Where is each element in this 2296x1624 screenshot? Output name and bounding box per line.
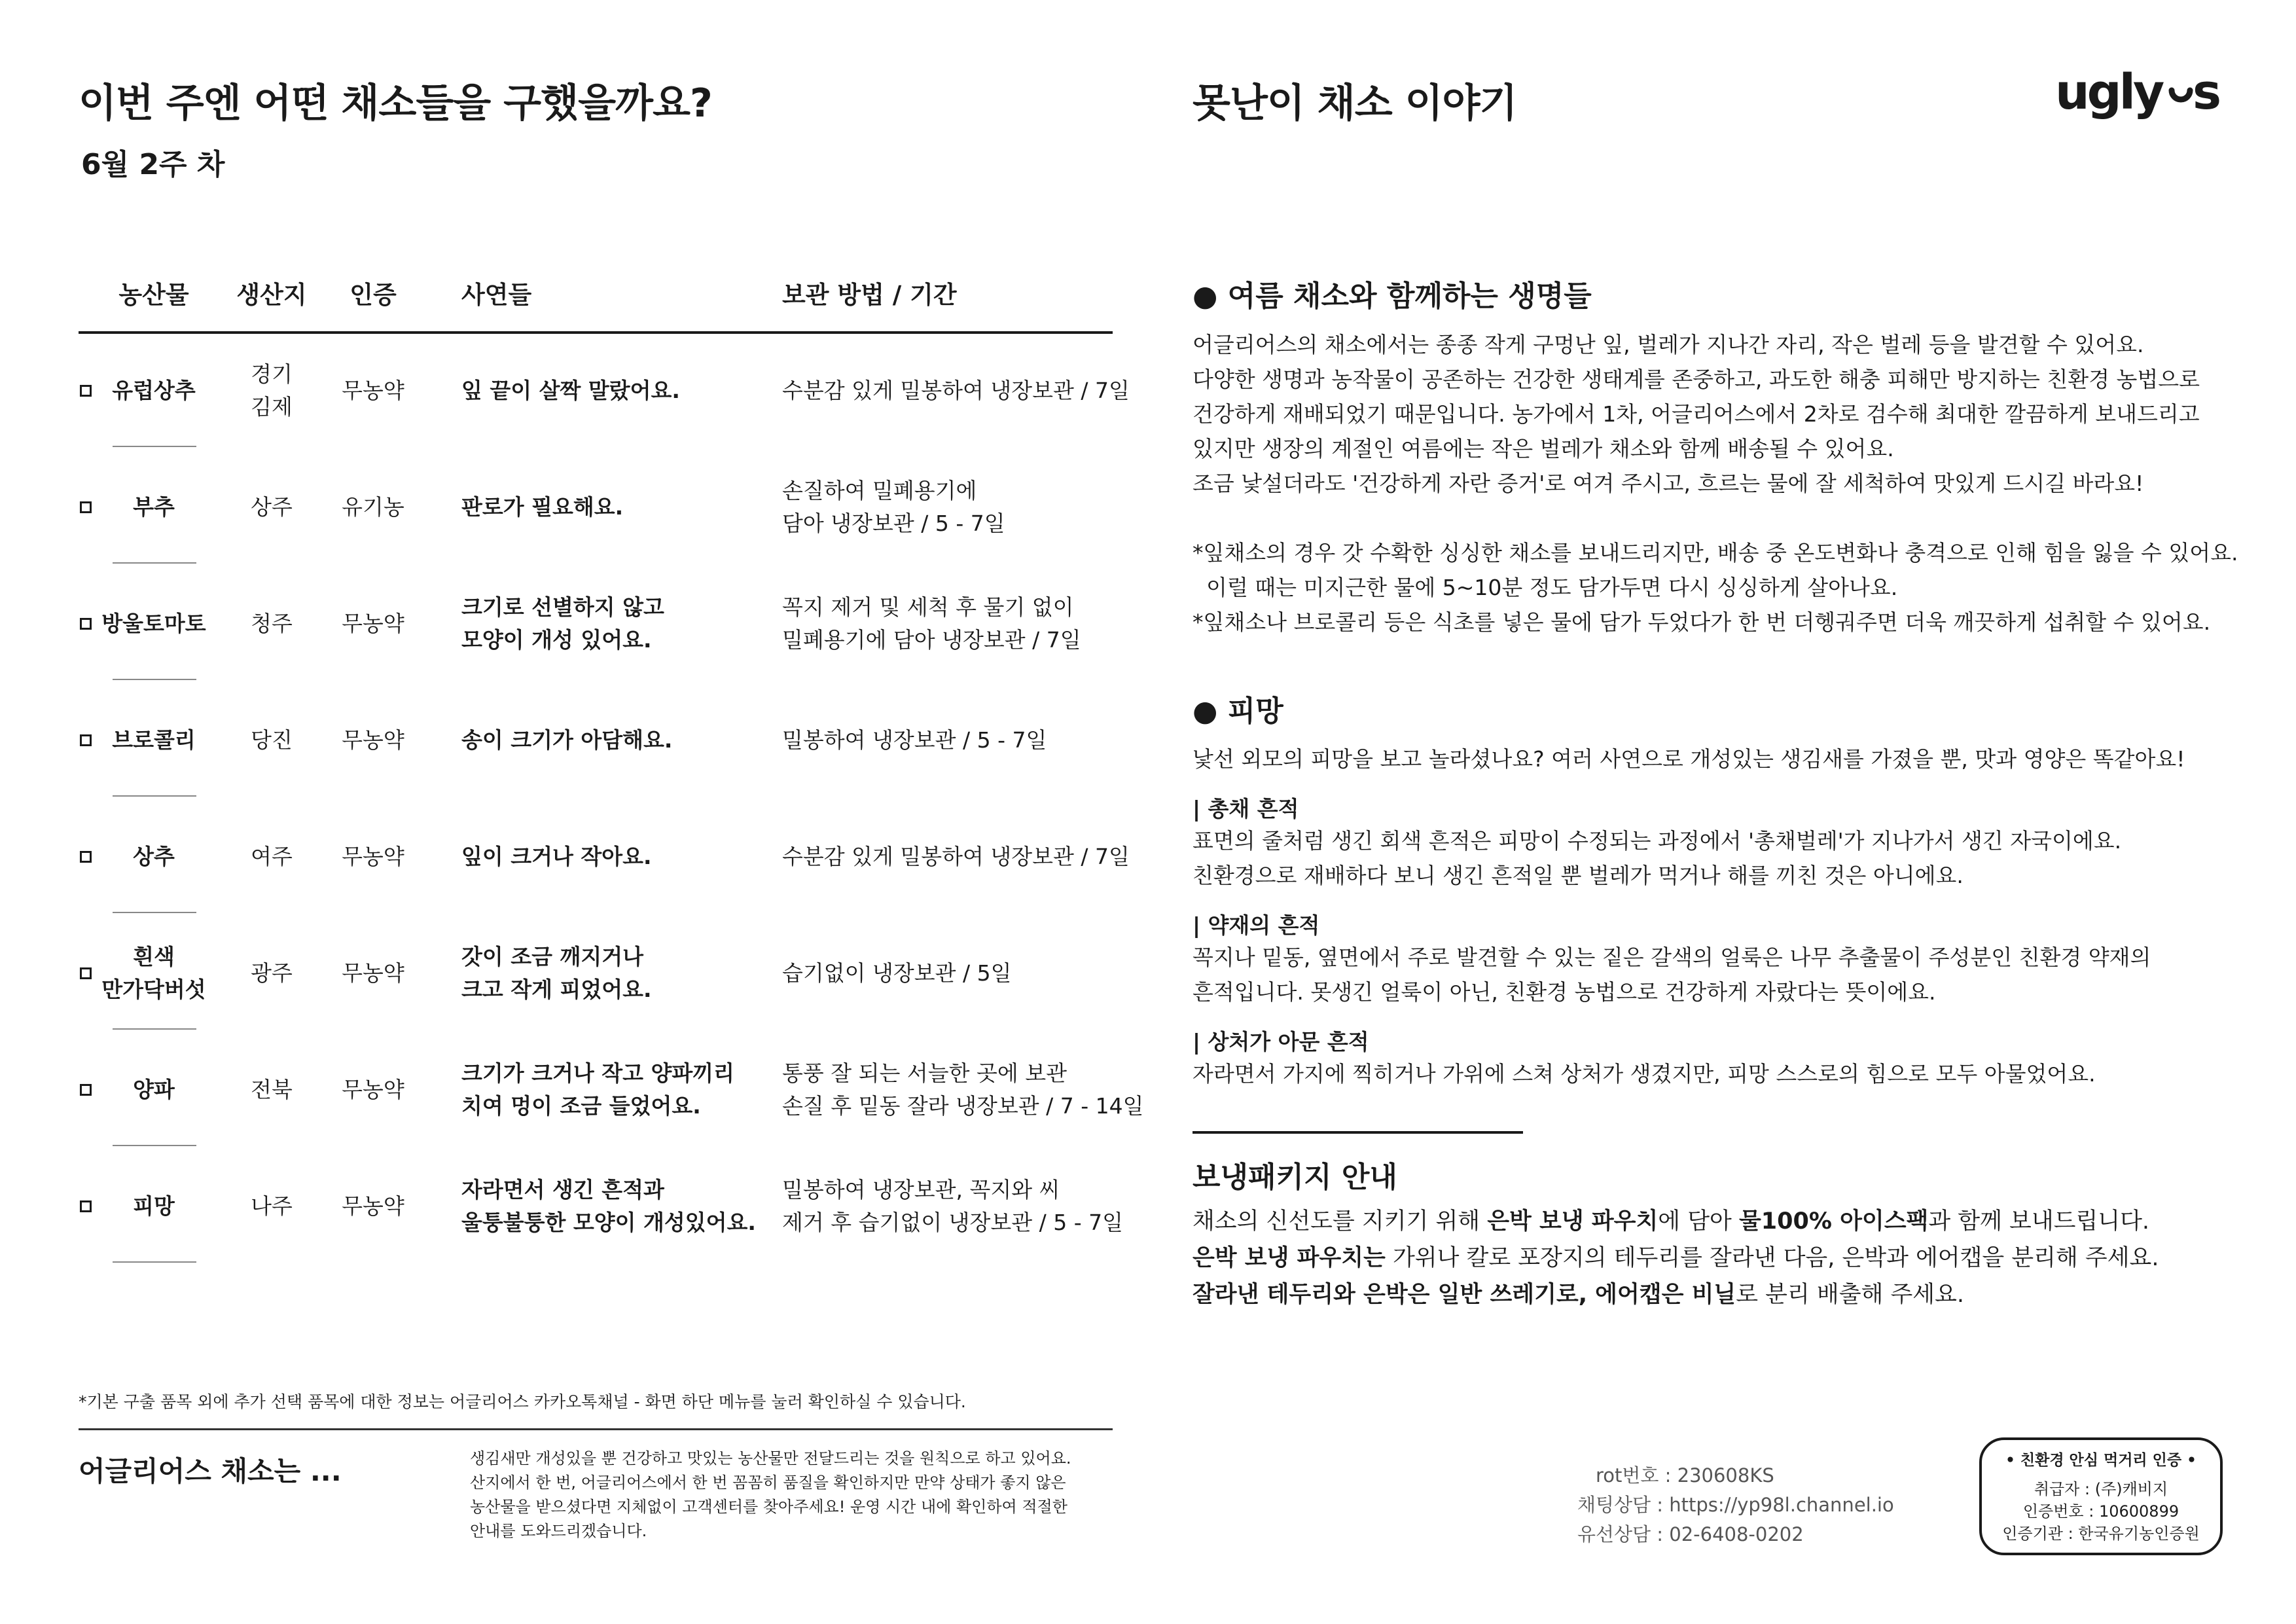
storage-method-line: 밀폐용기에 담아 냉장보관 / 7일 — [782, 627, 1081, 653]
about-line: 안내를 도와드리겠습니다. — [470, 1522, 647, 1540]
pepper-item-body — [1193, 1056, 2096, 1091]
week-label: 6월 2주 차 — [81, 148, 225, 181]
story — [461, 1174, 756, 1239]
story-line: 잎 끝이 살짝 말랐어요. — [461, 378, 680, 403]
storage-method-line: 꼭지 제거 및 세척 후 물기 없이 — [782, 594, 1074, 620]
body-line: 다양한 생명과 농작물이 공존하는 건강한 생태계를 존중하고, 과도한 해충 피해만 방지하는 친환경 농법으로 — [1193, 367, 2200, 392]
row-divider — [113, 912, 196, 913]
produce-name-line: 만가닥버섯 — [101, 977, 206, 1002]
heading-text: 피망 — [1227, 695, 1283, 728]
certification: 무농약 — [342, 727, 404, 753]
row-divider — [113, 795, 196, 797]
package-text-segment: 로 분리 배출해 주세요. — [1736, 1282, 1965, 1308]
storage-method — [782, 475, 1005, 540]
pepper-item-title: | 약재의 흔적 — [1193, 912, 1320, 938]
about-line: 농산물을 받으셨다면 지체없이 고객센터를 찾아주세요! 운영 시간 내에 확인하여 적절한 — [470, 1498, 1067, 1516]
note-line: 이럴 때는 미지근한 물에 5~10분 정도 담가두면 다시 싱싱하게 살아나요. — [1193, 575, 1898, 600]
checkbox-icon[interactable] — [80, 1084, 92, 1096]
produce-name — [98, 607, 209, 640]
table-header-rule — [79, 331, 1113, 334]
package-line — [1193, 1203, 2159, 1240]
produce-name — [98, 724, 209, 757]
about-text — [470, 1447, 1071, 1543]
story-line: 모양이 개성 있어요. — [461, 627, 652, 653]
story — [461, 941, 652, 1006]
note-line: *잎채소나 브로콜리 등은 식초를 넣은 물에 담가 두었다가 한 번 더헹궈주면 더욱 깨끗하게 섭취할 수 있어요. — [1193, 609, 2211, 635]
package-text-segment: 가위나 칼로 포장지의 테두리를 잘라낸 다음, 은박과 에어캡을 분리해 주세요. — [1385, 1245, 2159, 1271]
pepper-item-body — [1193, 940, 2151, 1009]
bullet-icon: ● — [1193, 695, 1228, 728]
origin — [229, 358, 314, 424]
package-text-segment: 에 담아 — [1658, 1208, 1739, 1235]
pepper-intro: 낯선 외모의 피망을 보고 놀라셨나요? 여러 사연으로 개성있는 생김새를 가졌을 뿐, 맛과 영양은 똑같아요! — [1193, 746, 2185, 772]
story-line: 울퉁불퉁한 모양이 개성있어요. — [461, 1210, 756, 1235]
storage-method-line: 손질 후 밑동 잘라 냉장보관 / 7 - 14일 — [782, 1093, 1144, 1119]
lot-number: rot번호 : 230608KS — [1596, 1464, 1774, 1487]
body-line: 조금 낯설더라도 '건강하게 자란 증거'로 여겨 주시고, 흐르는 물에 잘 세척하여 맛있게 드시길 바라요! — [1193, 471, 2144, 496]
origin — [229, 1190, 314, 1223]
package-text-segment: 채소의 신선도를 지키기 위해 — [1193, 1208, 1488, 1235]
storage-method-line: 밀봉하여 냉장보관, 꼭지와 씨 — [782, 1177, 1060, 1202]
produce-name — [98, 1074, 209, 1106]
story-title: 못난이 채소 이야기 — [1193, 81, 1517, 126]
story — [461, 591, 664, 657]
storage-method-line: 제거 후 습기없이 냉장보관 / 5 - 7일 — [782, 1210, 1123, 1235]
storage-method — [782, 1057, 1143, 1123]
footnote: *기본 구출 품목 외에 추가 선택 품목에 대한 정보는 어글리어스 카카오톡채널 - 화면 하단 메뉴를 눌러 확인하실 수 있습니다. — [79, 1392, 966, 1411]
stamp-title-text: 친환경 안심 먹거리 인증 — [2020, 1452, 2182, 1469]
stamp-line: 인증번호 : 10600899 — [2022, 1502, 2179, 1521]
storage-method-line: 통풍 잘 되는 서늘한 곳에 보관 — [782, 1060, 1067, 1086]
storage-method — [782, 591, 1081, 657]
heading-text: 여름 채소와 함께하는 생명들 — [1227, 280, 1592, 313]
story-line: 갓이 조금 깨지거나 — [461, 944, 644, 969]
header-produce: 농산물 — [118, 281, 189, 309]
checkbox-icon[interactable] — [80, 501, 92, 513]
stamp-title: • 친환경 안심 먹거리 인증 • — [2005, 1452, 2197, 1469]
about-line: 생김새만 개성있을 뿐 건강하고 맛있는 농산물만 전달드리는 것을 원칙으로 하고 있어요. — [470, 1449, 1071, 1468]
story-line: 크기가 크거나 작고 양파끼리 — [461, 1060, 735, 1086]
row-divider — [113, 446, 196, 447]
section-pepper-heading — [1193, 687, 1283, 729]
header-story: 사연들 — [461, 281, 532, 309]
origin-line: 경기 — [251, 361, 293, 387]
storage-method — [782, 840, 1130, 873]
storage-method-line: 습기없이 냉장보관 / 5일 — [782, 960, 1012, 986]
storage-method-line: 손질하여 밀폐용기에 — [782, 478, 977, 503]
origin-line: 김제 — [251, 394, 293, 420]
svg-text:s: s — [2193, 64, 2222, 120]
produce-name-line: 양파 — [133, 1077, 175, 1102]
section-summer-body — [1193, 327, 2238, 640]
pepper-item-body — [1193, 823, 2121, 893]
origin — [229, 1074, 314, 1106]
svg-text:ugly: ugly — [2055, 64, 2162, 120]
certification: 무농약 — [342, 378, 404, 403]
header-storage: 보관 방법 / 기간 — [782, 281, 957, 309]
package-text-segment: 은박 보냉 파우치 — [1487, 1208, 1659, 1235]
origin — [229, 491, 314, 524]
checkbox-icon[interactable] — [80, 851, 92, 863]
checkbox-icon[interactable] — [80, 1200, 92, 1212]
row-divider — [113, 1028, 196, 1030]
checkbox-icon[interactable] — [80, 967, 92, 979]
package-text-segment: 은박 보냉 파우치는 — [1193, 1245, 1386, 1271]
certification: 무농약 — [342, 1193, 404, 1219]
produce-name — [98, 941, 209, 1006]
stamp-line: 인증기관 : 한국유기농인증원 — [2002, 1525, 2200, 1543]
produce-name — [98, 374, 209, 407]
certification: 무농약 — [342, 1077, 404, 1102]
story — [461, 1057, 734, 1123]
row-divider — [113, 1145, 196, 1146]
certification: 무농약 — [342, 960, 404, 986]
package-body — [1193, 1203, 2159, 1313]
footer-rule — [79, 1428, 1113, 1430]
ugly-us-logo — [2055, 64, 2232, 123]
about-title: 어글리어스 채소는 ... — [79, 1455, 342, 1487]
story-line: 송이 크기가 아담해요. — [461, 727, 673, 753]
storage-method-line: 수분감 있게 밀봉하여 냉장보관 / 7일 — [782, 378, 1130, 403]
origin — [229, 957, 314, 990]
checkbox-icon[interactable] — [80, 618, 92, 630]
storage-method-line: 밀봉하여 냉장보관 / 5 - 7일 — [782, 727, 1047, 753]
origin-line: 전북 — [251, 1077, 293, 1102]
story-line: 판로가 필요해요. — [461, 494, 624, 520]
produce-name — [98, 1190, 209, 1223]
header-origin: 생산지 — [236, 281, 307, 309]
origin-line: 여주 — [251, 844, 293, 869]
body-line: 자라면서 가지에 찍히거나 가위에 스쳐 상처가 생겼지만, 피망 스스로의 힘으로 모두 아물었어요. — [1193, 1061, 2096, 1087]
produce-name-line: 흰색 — [133, 944, 175, 969]
origin-line: 상주 — [251, 494, 293, 520]
body-line: 어글리어스의 채소에서는 종종 작게 구멍난 잎, 벌레가 지나간 자리, 작은 벌레 등을 발견할 수 있어요. — [1193, 332, 2144, 357]
story — [461, 491, 623, 524]
body-line: 친환경으로 재배하다 보니 생긴 흔적일 뿐 벌레가 먹거나 해를 끼친 것은 아니에요. — [1193, 863, 1964, 888]
package-line — [1193, 1276, 2159, 1313]
origin — [229, 840, 314, 873]
stamp-line: 취급자 : (주)캐비지 — [2034, 1480, 2168, 1498]
section-summer-heading — [1193, 272, 1592, 314]
storage-method-line: 담아 냉장보관 / 5 - 7일 — [782, 511, 1005, 536]
stamp-body — [1982, 1478, 2220, 1545]
chat-support: 채팅상담 : https://yp98l.channel.io — [1577, 1494, 1894, 1516]
certification: 유기농 — [342, 494, 404, 520]
story-line: 크기로 선별하지 않고 — [461, 594, 664, 620]
header-cert: 인증 — [350, 281, 397, 309]
phone-support: 유선상담 : 02-6408-0202 — [1577, 1523, 1804, 1545]
produce-name-line: 피망 — [133, 1193, 175, 1219]
contact-info — [1577, 1461, 1894, 1549]
certification: 무농약 — [342, 611, 404, 636]
story-line: 크고 작게 피었어요. — [461, 977, 652, 1002]
story-line: 자라면서 생긴 흔적과 — [461, 1177, 664, 1202]
story — [461, 724, 672, 757]
produce-name-line: 유럽상추 — [112, 378, 196, 403]
package-text-segment: 과 함께 보내드립니다. — [1928, 1208, 2150, 1235]
produce-name-line: 상추 — [133, 844, 175, 869]
origin — [229, 607, 314, 640]
origin-line: 당진 — [251, 727, 293, 753]
checkbox-icon[interactable] — [80, 385, 92, 397]
pepper-item-title: | 총채 흔적 — [1193, 796, 1299, 821]
produce-name-line: 브로콜리 — [112, 727, 196, 753]
produce-name-line: 부추 — [133, 494, 175, 520]
story-line: 치여 멍이 조금 들었어요. — [461, 1093, 701, 1119]
row-divider — [113, 1261, 196, 1263]
package-line — [1193, 1240, 2159, 1276]
page-title: 이번 주엔 어떤 채소들을 구했을까요? — [79, 81, 712, 126]
bullet-icon: ● — [1193, 280, 1228, 313]
origin — [229, 724, 314, 757]
checkbox-icon[interactable] — [80, 734, 92, 746]
body-line: 건강하게 재배되었기 때문입니다. 농가에서 1차, 어글리어스에서 2차로 검수해 최대한 깔끔하게 보내드리고 — [1193, 401, 2200, 427]
origin-line: 청주 — [251, 611, 293, 636]
eco-certification-stamp — [1979, 1437, 2223, 1555]
row-divider — [113, 679, 196, 680]
body-line: 흔적입니다. 못생긴 얼룩이 아닌, 친환경 농법으로 건강하게 자랐다는 뜻이에요. — [1193, 979, 1936, 1005]
package-heading: 보냉패키지 안내 — [1193, 1161, 1397, 1194]
storage-method — [782, 374, 1130, 407]
story — [461, 840, 652, 873]
package-text-segment: 물100% 아이스팩 — [1738, 1208, 1929, 1235]
body-line: 꼭지나 밑동, 옆면에서 주로 발견할 수 있는 짙은 갈색의 얼룩은 나무 추출물이 주성분인 친환경 약재의 — [1193, 945, 2151, 970]
produce-name — [98, 840, 209, 873]
package-text-segment: 잘라낸 테두리와 은박은 일반 쓰레기로, 에어캡은 비닐 — [1193, 1282, 1736, 1308]
pepper-item-title: | 상처가 아문 흔적 — [1193, 1029, 1369, 1055]
story-line: 잎이 크거나 작아요. — [461, 844, 652, 869]
body-line: 표면의 줄처럼 생긴 회색 흔적은 피망이 수정되는 과정에서 '총채벌레'가 지나가서 생긴 자국이에요. — [1193, 828, 2122, 854]
note-line: *잎채소의 경우 갓 수확한 싱싱한 채소를 보내드리지만, 배송 중 온도변화나 충격으로 인해 힘을 잃을 수 있어요. — [1193, 540, 2238, 566]
certification: 무농약 — [342, 844, 404, 869]
origin-line: 광주 — [251, 960, 293, 986]
row-divider — [113, 562, 196, 564]
about-line: 산지에서 한 번, 어글리어스에서 한 번 꼼꼼히 품질을 확인하지만 만약 상태가 좋지 않은 — [470, 1473, 1066, 1492]
body-line: 있지만 생장의 계절인 여름에는 작은 벌레가 채소와 함께 배송될 수 있어요. — [1193, 436, 1894, 461]
storage-method-line: 수분감 있게 밀봉하여 냉장보관 / 7일 — [782, 844, 1130, 869]
storage-method — [782, 957, 1012, 990]
storage-method — [782, 1174, 1123, 1239]
story — [461, 374, 680, 407]
package-rule — [1193, 1131, 1523, 1134]
origin-line: 나주 — [251, 1193, 293, 1219]
produce-name-line: 방울토마토 — [101, 611, 206, 636]
storage-method — [782, 724, 1047, 757]
produce-name — [98, 491, 209, 524]
